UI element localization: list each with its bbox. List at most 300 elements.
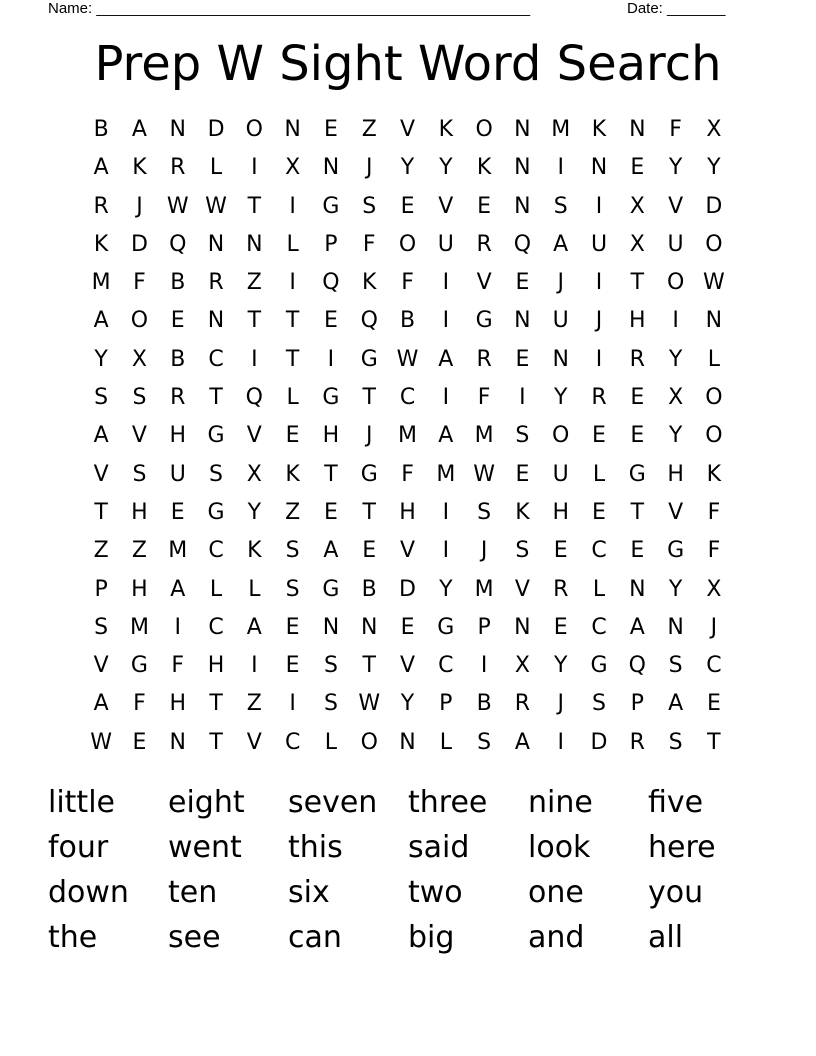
grid-letter: B: [170, 270, 186, 296]
grid-letter: R: [476, 231, 492, 257]
grid-letter: C: [208, 614, 224, 640]
grid-letter: O: [552, 423, 570, 449]
grid-letter: W: [703, 270, 725, 296]
grid-letter: W: [90, 729, 113, 755]
grid-letter: Y: [400, 691, 415, 717]
grid-letter: R: [170, 155, 186, 181]
word-list-item: the: [48, 920, 98, 955]
grid-letter: L: [286, 385, 299, 411]
grid-letter: B: [476, 691, 492, 717]
grid-letter: S: [477, 729, 492, 755]
word-list-item: went: [168, 830, 242, 865]
grid-letter: D: [130, 231, 148, 257]
grid-letter: R: [591, 385, 607, 411]
grid-letter: X: [629, 193, 645, 219]
grid-letter: I: [442, 538, 450, 564]
grid-letter: O: [705, 423, 723, 449]
grid-letter: S: [94, 614, 109, 640]
word-list-item: eight: [168, 785, 245, 820]
grid-letter: M: [91, 270, 111, 296]
grid-letter: T: [630, 499, 645, 525]
grid-letter: I: [251, 155, 258, 181]
grid-letter: S: [477, 499, 492, 525]
grid-letter: C: [208, 538, 224, 564]
grid-letter: N: [169, 729, 186, 755]
grid-letter: F: [669, 117, 682, 142]
grid-letter: Z: [285, 499, 301, 525]
grid-letter: E: [515, 270, 530, 296]
grid-letter: A: [246, 614, 262, 640]
word-list-item: one: [528, 875, 584, 910]
grid-letter: E: [285, 423, 300, 449]
grid-letter: G: [207, 499, 225, 525]
grid-letter: H: [629, 308, 646, 334]
grid-letter: Y: [247, 499, 262, 525]
grid-letter: Z: [246, 691, 262, 717]
page-title: Prep W Sight Word Search: [94, 36, 722, 92]
grid-letter: A: [93, 691, 109, 717]
word-list-item: two: [408, 875, 463, 910]
grid-letter: E: [170, 308, 185, 334]
grid-letter: T: [247, 308, 262, 334]
grid-letter: H: [207, 653, 225, 679]
grid-letter: A: [93, 155, 109, 181]
grid-letter: W: [358, 691, 381, 717]
grid-letter: L: [707, 346, 721, 372]
grid-letter: B: [170, 346, 186, 372]
grid-letter: Q: [322, 270, 340, 296]
grid-letter: Q: [513, 231, 532, 257]
grid-letter: E: [515, 346, 530, 372]
grid-letter: R: [93, 193, 109, 219]
grid-letter: H: [322, 423, 340, 449]
grid-letter: U: [169, 461, 186, 487]
word-list-item: said: [408, 830, 470, 865]
grid-letter: F: [171, 653, 185, 679]
grid-letter: I: [174, 614, 181, 640]
grid-letter: J: [480, 538, 488, 564]
grid-letter: E: [630, 385, 645, 411]
grid-letter: G: [590, 653, 608, 679]
grid-letter: V: [399, 538, 416, 564]
grid-letter: S: [94, 385, 109, 411]
grid-letter: L: [209, 576, 223, 602]
grid-letter: N: [169, 117, 186, 142]
grid-letter: S: [668, 653, 683, 679]
grid-letter: S: [592, 691, 606, 717]
grid-letter: A: [514, 729, 530, 755]
grid-letter: Y: [668, 423, 683, 449]
grid-letter: T: [209, 729, 223, 755]
grid-letter: E: [132, 729, 147, 755]
grid-letter: Y: [707, 155, 721, 181]
grid-letter: S: [553, 193, 568, 219]
grid-letter: O: [705, 385, 723, 411]
date-field: Date: _______: [627, 0, 726, 17]
grid-letter: S: [209, 461, 224, 487]
grid-letter: P: [94, 576, 108, 602]
grid-letter: S: [362, 193, 377, 219]
grid-letter: M: [398, 423, 418, 449]
grid-letter: R: [629, 729, 645, 755]
grid-letter: K: [285, 461, 300, 487]
grid-letter: Y: [668, 576, 683, 602]
grid-letter: I: [327, 346, 335, 372]
grid-letter: N: [322, 614, 340, 640]
grid-letter: Z: [93, 538, 109, 564]
word-list-item: and: [528, 920, 585, 955]
grid-letter: S: [132, 461, 147, 487]
grid-letter: A: [170, 576, 186, 602]
grid-letter: I: [519, 385, 526, 411]
grid-letter: E: [592, 499, 606, 525]
grid-letter: E: [285, 614, 300, 640]
grid-letter: T: [247, 193, 262, 219]
word-list-item: ten: [168, 875, 218, 910]
grid-letter: A: [438, 346, 454, 372]
grid-letter: S: [515, 538, 530, 564]
grid-letter: A: [438, 423, 454, 449]
grid-letter: P: [630, 691, 644, 717]
grid-letter: S: [668, 729, 683, 755]
grid-letter: N: [552, 346, 569, 372]
grid-letter: I: [672, 308, 679, 334]
grid-letter: H: [667, 461, 684, 487]
grid-letter: G: [437, 614, 455, 640]
grid-letter: D: [590, 729, 608, 755]
grid-letter: X: [706, 576, 722, 602]
grid-letter: L: [592, 461, 606, 487]
grid-letter: X: [706, 117, 722, 142]
grid-letter: A: [323, 538, 339, 564]
word-list-item: little: [48, 785, 115, 820]
grid-letter: G: [322, 385, 340, 411]
grid-letter: C: [284, 729, 301, 755]
grid-letter: O: [360, 729, 378, 755]
grid-letter: J: [365, 423, 373, 449]
grid-letter: K: [362, 270, 377, 296]
grid-letter: N: [514, 155, 531, 181]
grid-letter: K: [438, 117, 454, 142]
grid-letter: X: [285, 155, 301, 181]
grid-letter: I: [289, 270, 296, 296]
grid-letter: I: [289, 691, 296, 717]
worksheet-header: [48, 0, 748, 18]
word-list-item: here: [648, 830, 716, 865]
grid-letter: E: [515, 461, 530, 487]
grid-letter: J: [365, 155, 373, 181]
letter-grid: [82, 111, 733, 762]
grid-letter: T: [285, 346, 300, 372]
grid-letter: E: [553, 538, 568, 564]
grid-letter: N: [207, 231, 225, 257]
grid-letter: R: [170, 385, 186, 411]
grid-letter: K: [476, 155, 492, 181]
grid-letter: V: [438, 193, 454, 219]
grid-letter: S: [323, 691, 338, 717]
grid-letter: I: [251, 653, 258, 679]
grid-letter: V: [399, 117, 416, 142]
grid-letter: W: [166, 193, 189, 219]
grid-letter: V: [668, 499, 684, 525]
grid-letter: E: [323, 499, 338, 525]
grid-letter: N: [705, 308, 723, 334]
grid-letter: G: [130, 653, 148, 679]
word-list-item: six: [288, 875, 330, 910]
grid-letter: Y: [668, 346, 683, 372]
grid-letter: P: [324, 231, 338, 257]
grid-letter: K: [132, 155, 147, 181]
grid-letter: Q: [245, 385, 263, 411]
grid-letter: H: [131, 499, 148, 525]
grid-letter: I: [595, 193, 603, 219]
grid-letter: F: [362, 231, 376, 257]
grid-letter: F: [133, 270, 146, 296]
grid-letter: E: [553, 614, 568, 640]
word-list: [48, 780, 768, 960]
grid-letter: Z: [246, 270, 262, 296]
grid-letter: I: [557, 155, 564, 181]
word-list-item: all: [648, 920, 684, 955]
grid-letter: V: [131, 423, 147, 449]
grid-letter: Y: [668, 155, 683, 181]
grid-letter: K: [515, 499, 530, 525]
grid-letter: F: [401, 270, 414, 296]
grid-letter: N: [514, 308, 531, 334]
grid-letter: N: [207, 308, 225, 334]
grid-letter: G: [667, 538, 685, 564]
grid-letter: M: [129, 614, 149, 640]
grid-letter: V: [476, 270, 492, 296]
grid-letter: T: [362, 499, 376, 525]
grid-letter: O: [666, 270, 685, 296]
grid-letter: S: [132, 385, 147, 411]
grid-letter: T: [209, 691, 223, 717]
grid-letter: Y: [439, 576, 453, 602]
grid-letter: N: [590, 155, 608, 181]
grid-letter: B: [361, 576, 377, 602]
grid-letter: N: [360, 614, 378, 640]
grid-letter: E: [362, 538, 377, 564]
grid-letter: N: [322, 155, 340, 181]
grid-letter: D: [207, 117, 225, 142]
grid-letter: D: [705, 193, 723, 219]
grid-letter: L: [286, 231, 299, 257]
grid-letter: H: [169, 423, 187, 449]
grid-letter: H: [399, 499, 416, 525]
grid-letter: N: [514, 614, 531, 640]
grid-letter: O: [398, 231, 417, 257]
grid-letter: N: [514, 193, 531, 219]
grid-letter: F: [707, 499, 721, 525]
grid-letter: K: [706, 461, 722, 487]
grid-letter: T: [285, 308, 300, 334]
grid-letter: A: [93, 423, 109, 449]
grid-letter: M: [436, 461, 456, 487]
grid-letter: L: [324, 729, 338, 755]
grid-letter: C: [208, 346, 224, 372]
grid-letter: N: [629, 576, 646, 602]
grid-letter: I: [289, 193, 296, 219]
grid-letter: F: [707, 538, 721, 564]
grid-letter: I: [251, 346, 258, 372]
grid-letter: J: [595, 308, 603, 334]
grid-letter: W: [205, 193, 227, 219]
grid-letter: Z: [131, 538, 147, 564]
grid-letter: N: [246, 231, 263, 257]
grid-letter: X: [246, 461, 262, 487]
word-list-item: seven: [288, 785, 378, 820]
grid-letter: A: [93, 308, 109, 334]
grid-letter: F: [401, 461, 414, 487]
grid-letter: O: [130, 308, 149, 334]
grid-letter: P: [477, 614, 491, 640]
grid-letter: J: [710, 614, 718, 640]
grid-letter: Y: [400, 155, 415, 181]
grid-letter: C: [591, 538, 607, 564]
grid-letter: Y: [439, 155, 453, 181]
grid-letter: Y: [94, 346, 108, 372]
grid-letter: W: [396, 346, 419, 372]
grid-letter: E: [630, 423, 645, 449]
grid-letter: Z: [361, 117, 377, 142]
grid-letter: R: [514, 691, 531, 717]
grid-letter: L: [248, 576, 261, 602]
grid-letter: N: [667, 614, 684, 640]
grid-letter: H: [131, 576, 148, 602]
grid-letter: O: [475, 117, 493, 142]
grid-letter: K: [93, 231, 109, 257]
grid-letter: S: [285, 576, 300, 602]
grid-letter: E: [323, 117, 338, 142]
grid-letter: B: [399, 308, 416, 334]
grid-letter: W: [473, 461, 495, 487]
word-list-item: this: [288, 830, 343, 865]
grid-letter: C: [438, 653, 454, 679]
grid-letter: E: [592, 423, 606, 449]
grid-letter: E: [285, 653, 300, 679]
grid-letter: L: [439, 729, 452, 755]
grid-letter: G: [360, 461, 378, 487]
grid-letter: R: [208, 270, 224, 296]
grid-letter: C: [399, 385, 416, 411]
grid-letter: K: [247, 538, 262, 564]
grid-letter: S: [515, 423, 530, 449]
grid-letter: J: [136, 193, 143, 219]
grid-letter: T: [362, 385, 376, 411]
grid-letter: Q: [169, 231, 187, 257]
grid-letter: N: [284, 117, 301, 142]
grid-letter: U: [437, 231, 454, 257]
grid-letter: O: [245, 117, 263, 142]
grid-letter: E: [477, 193, 492, 219]
grid-letter: I: [442, 270, 450, 296]
word-list-item: down: [48, 875, 129, 910]
grid-letter: V: [93, 461, 109, 487]
grid-letter: L: [592, 576, 606, 602]
grid-letter: U: [590, 231, 608, 257]
grid-letter: V: [93, 653, 109, 679]
grid-letter: V: [246, 729, 262, 755]
word-list-item: three: [408, 785, 488, 820]
grid-letter: M: [168, 538, 188, 564]
grid-letter: G: [322, 193, 340, 219]
word-list-item: five: [648, 785, 704, 820]
grid-letter: H: [169, 691, 187, 717]
grid-letter: X: [629, 231, 645, 257]
grid-letter: S: [285, 538, 300, 564]
grid-letter: E: [630, 155, 645, 181]
grid-letter: Q: [628, 653, 646, 679]
grid-letter: J: [557, 691, 564, 717]
word-list-item: four: [48, 830, 109, 865]
grid-letter: A: [131, 117, 147, 142]
grid-letter: I: [442, 385, 450, 411]
grid-letter: I: [595, 346, 603, 372]
word-list-item: big: [408, 920, 455, 955]
grid-letter: Y: [553, 385, 568, 411]
grid-letter: U: [552, 461, 569, 487]
grid-letter: A: [553, 231, 569, 257]
grid-letter: M: [474, 423, 494, 449]
grid-letter: I: [595, 270, 603, 296]
grid-letter: V: [668, 193, 684, 219]
grid-letter: N: [629, 117, 646, 142]
grid-letter: T: [362, 653, 376, 679]
word-list-item: you: [648, 875, 704, 910]
grid-letter: R: [629, 346, 645, 372]
grid-letter: U: [552, 308, 569, 334]
grid-letter: E: [400, 193, 415, 219]
grid-letter: I: [557, 729, 564, 755]
grid-letter: N: [399, 729, 416, 755]
grid-letter: T: [324, 461, 338, 487]
grid-letter: G: [360, 346, 378, 372]
word-list-item: can: [288, 920, 342, 955]
word-list-item: see: [168, 920, 221, 955]
grid-letter: X: [131, 346, 147, 372]
name-field: Name: ____________________________________________________: [48, 0, 531, 17]
grid-letter: C: [706, 653, 722, 679]
grid-letter: J: [557, 270, 564, 296]
grid-letter: G: [475, 308, 493, 334]
grid-letter: B: [93, 117, 109, 142]
grid-letter: E: [323, 308, 338, 334]
word-list-item: look: [528, 830, 591, 865]
grid-letter: R: [553, 576, 569, 602]
grid-letter: E: [170, 499, 185, 525]
grid-letter: C: [591, 614, 607, 640]
grid-letter: F: [477, 385, 491, 411]
grid-letter: E: [630, 538, 645, 564]
grid-letter: I: [442, 499, 450, 525]
grid-letter: A: [629, 614, 645, 640]
grid-letter: F: [133, 691, 146, 717]
grid-letter: V: [399, 653, 416, 679]
grid-letter: Q: [360, 308, 378, 334]
grid-letter: G: [207, 423, 225, 449]
grid-letter: P: [439, 691, 453, 717]
grid-letter: T: [630, 270, 645, 296]
grid-letter: R: [476, 346, 492, 372]
grid-letter: I: [442, 308, 450, 334]
grid-letter: O: [705, 231, 723, 257]
grid-letter: X: [668, 385, 684, 411]
grid-letter: U: [667, 231, 684, 257]
grid-letter: X: [514, 653, 530, 679]
grid-letter: Y: [553, 653, 568, 679]
word-list-item: nine: [528, 785, 593, 820]
